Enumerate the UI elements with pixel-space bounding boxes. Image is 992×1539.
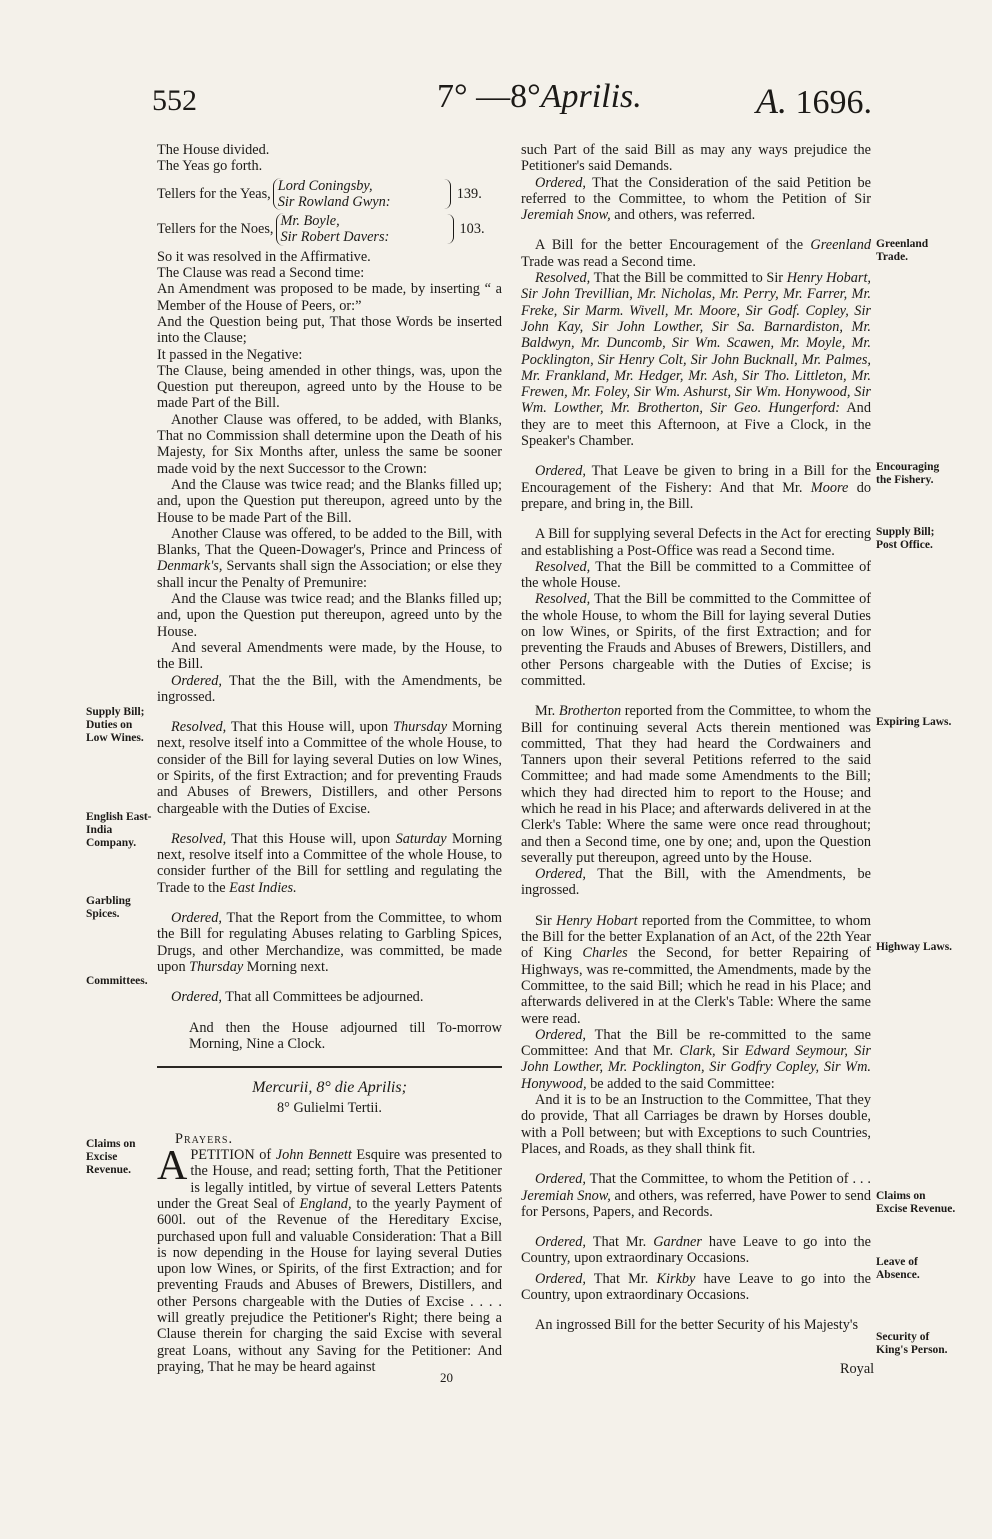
tellers-noes-label: Tellers for the Noes, — [157, 221, 274, 238]
text-run: Gardner — [653, 1234, 702, 1251]
text-run: to the yearly Payment of 600l. out of the Revenue of the Hereditary Excise, purchased upon full and valuable Consideration: That a Bill is now depending in the House for laying several Duties upon low Wines, or Spirits, of the first Extraction; and for preventing Frauds and Abuses of Brewers, Distillers, and other Persons chargeable with the Duties of Excise . . . . will greatly prejudice the Petitioner's Right; there being a Clause therein for charging the said Excise with several great Loans, without any Saving for the Petitioner: And praying, That he may be heard against — [157, 1195, 502, 1375]
reign-heading: 8° Gulielmi Tertii. — [277, 1100, 382, 1117]
left-para: The Yeas go forth. — [157, 158, 263, 175]
section-divider — [157, 1066, 502, 1068]
text-run: the Second, for better Repairing of Highways, was re-committed, the Amendments, made by the Committee, to the said Bill; which he read in his Place; and afterwards delivered in at the Clerk's Table: Where the same were read. — [521, 945, 872, 1027]
yeas-count: 139. — [456, 185, 482, 202]
header-date-prefix: 7° —8° — [437, 78, 541, 115]
text-run: Ordered, — [535, 174, 586, 191]
text-run: Ordered, — [535, 1026, 586, 1043]
teller-name: Sir Rowland Gwyn: — [277, 193, 391, 210]
right-para — [521, 703, 871, 866]
teller-name: Lord Coningsby, — [277, 177, 373, 194]
page-header — [152, 78, 872, 128]
text-run: have Leave to go into the Country, upon extraordinary Occasions. — [521, 1270, 871, 1303]
left-para: And several Amendments were made, by the House, to the Bill. — [157, 639, 502, 673]
teller-name: Sir Robert Davers: — [280, 229, 390, 246]
text-run: Jeremiah Snow, — [521, 207, 611, 224]
text-run: and others, was referred, have Power to send for Persons, Papers, and Records. — [521, 1187, 872, 1220]
text-run: be added to the said Committee: — [586, 1075, 775, 1092]
brace — [444, 179, 451, 209]
header-date-word: Aprilis. — [540, 78, 642, 115]
text-run: Mercurii, 8° die Aprilis; — [252, 1079, 407, 1097]
text-run: have Leave to go into the Country, upon extraordinary Occasions. — [521, 1234, 871, 1267]
header-date — [437, 78, 642, 116]
text-run: Sir — [535, 912, 557, 929]
text-run: Brotherton — [558, 703, 622, 720]
petition-para — [157, 1143, 503, 1375]
right-para — [521, 1234, 871, 1267]
margin-note: Greenland Trade. — [876, 238, 929, 263]
text-run: PETITION of — [190, 1147, 276, 1164]
text-run: Morning next. — [243, 958, 329, 975]
right-para — [521, 866, 871, 899]
text-run: That all Committees be adjourned. — [221, 989, 424, 1006]
margin-note: Supply Bill; Post Office. — [876, 526, 935, 551]
text-run: Ordered, — [535, 1171, 586, 1188]
text-run: Resolved, — [535, 270, 591, 287]
text-run: That the Bill be committed to a Committee of the whole House. — [521, 558, 871, 592]
right-para: An ingrossed Bill for the better Security of his Majesty's — [535, 1317, 859, 1334]
text-run: A Bill for the better Encouragement of the — [535, 237, 811, 254]
right-para — [521, 591, 871, 689]
text-run: That the the Bill, with the Amendments, be ingrossed. — [157, 672, 502, 705]
left-para: And then the House adjourned till To-morrow Morning, Nine a Clock. — [189, 1019, 502, 1052]
text-run: That Mr. — [585, 1234, 654, 1251]
text-run: That the Bill, with the Amendments, be ingrossed. — [521, 866, 871, 899]
right-para — [521, 175, 871, 224]
text-run: Resolved, — [171, 830, 227, 847]
right-para: A Bill for supplying several Defects in the Act for erecting and establishing a Post-Office was read a Second time. — [521, 526, 871, 559]
text-run: Edward Seymour, Sir John Lowther, Mr. Pocklington, Sir Godfry Copley, Sir Wm. Honywood, — [521, 1043, 871, 1092]
text-run: Henry Hobart — [556, 912, 638, 929]
right-para — [521, 270, 871, 449]
margin-note: Garbling Spices. — [86, 895, 131, 920]
text-run: That the Report from the Committee, to whom the Bill for regulating Abuses relating to Garbling Spices, Drugs, and other Merchandize, was committed, be made upon — [157, 910, 502, 975]
margin-note: Claims on Excise Revenue. — [86, 1138, 136, 1176]
tellers-yeas-names — [273, 178, 438, 211]
text-run: Thursday — [189, 958, 244, 975]
margin-note: Encouraging the Fishery. — [876, 461, 940, 486]
text-run: Resolved, — [535, 558, 591, 575]
left-para — [157, 831, 502, 896]
tellers-yeas-label: Tellers for the Yeas, — [157, 185, 271, 202]
text-run: Saturday — [395, 830, 447, 847]
margin-note: Claims on Excise Revenue. — [876, 1190, 956, 1215]
text-run: Esquire was presented to the House, and read; setting forth, That the Petitioner is legally intitled, by virtue of several Letters Patents under the Great Seal of — [157, 1147, 503, 1212]
text-run: Sir — [715, 1043, 745, 1060]
left-para: And the Clause was twice read; and the Blanks filled up; and, upon the Question put thereupon, agreed unto by the House. — [157, 591, 502, 640]
text-run: Ordered, — [171, 989, 222, 1006]
text-run: That this House will, upon — [226, 719, 394, 736]
text-run: Clark, — [679, 1043, 716, 1060]
drop-cap: A — [157, 1143, 188, 1190]
text-run: Morning next, resolve itself into a Committee of the whole House, to consider of the Bill for laying several Duties on low Wines, or Spirits, of the first Extraction; and for preventing Frauds and Abuses of Brewers, Distillers, and other Persons chargeable with the Duties of Excise. — [157, 719, 503, 817]
text-run: Greenland — [810, 237, 871, 254]
right-para — [521, 913, 871, 1027]
page-number: 552 — [152, 84, 197, 117]
text-run: Ordered, — [535, 1234, 586, 1251]
text-run: Henry Hobart, Sir John Trevillian, Mr. Nicholas, Mr. Perry, Mr. Farrer, Mr. Freke, Sir Marm. Wivell, Mr. Moore, Sir Godf. Copley, Sir John Kay, Sir John Lowther, Sir Sa. Barnardiston, Mr. Baldwyn, Mr. Duncomb, Sir Wm. Scawen, Mr. Moyle, Mr. Pocklington, Sir Henry Colt, Sir John Bucknall, Mr. Palmes, Mr. Frankland, Mr. Hedger, Mr. Ash, Sir Tho. Littleton, Mr. Frewen, Mr. Foley, Sir Wm. Ashurst, Sir Wm. Honywood, Sir Wm. Lowther, Mr. Brotherton, Sir Geo. Hungerford: — [521, 270, 871, 417]
text-run: Mr. — [535, 703, 559, 720]
header-year-number: 1696. — [795, 84, 872, 121]
header-year — [756, 80, 872, 122]
day-heading — [157, 1080, 502, 1096]
text-run: That the Bill be committed to the Committee of the whole House, to whom the Bill for laying several Duties on low Wines, or Spirits, of the first Extraction; and for preventing the Frauds and Abuses of Brewers, Distillers, and other Persons chargeable with the Duties of Excise; is committed. — [521, 591, 871, 689]
right-column — [521, 142, 871, 1334]
text-run: And they are to meet this Afternoon, at Five a Clock, in the Speaker's Chamber. — [521, 400, 871, 450]
text-run: , Servants shall sign the Association; or else they shall incur the Penalty of Premunire: — [157, 558, 502, 591]
right-para — [521, 1027, 871, 1092]
text-run: That this House will, upon — [226, 830, 396, 847]
noes-count: 103. — [459, 221, 485, 238]
teller-name: Mr. Boyle, — [280, 213, 340, 230]
prayers-heading: Prayers. — [175, 1130, 234, 1147]
text-run: Denmark's — [157, 558, 219, 575]
right-para: such Part of the said Bill as may any ways prejudice the Petitioner's said Demands. — [521, 142, 871, 175]
margin-note: Supply Bill; Duties on Low Wines. — [86, 706, 145, 744]
text-run: That the Bill be committed to Sir — [590, 270, 787, 287]
left-para — [157, 673, 502, 706]
text-run: Resolved, — [171, 719, 227, 736]
text-run: That Leave be given to bring in a Bill for the Encouragement of the Fishery: And that Mr. — [521, 463, 871, 496]
text-run: Ordered, — [535, 1270, 586, 1287]
left-para: The House divided. — [157, 142, 270, 158]
tellers-yeas — [157, 178, 502, 211]
margin-note: Leave of Absence. — [876, 1256, 920, 1281]
margin-note: Expiring Laws. — [876, 716, 952, 728]
tellers-noes — [157, 213, 502, 246]
right-para — [521, 237, 871, 270]
left-para: Another Clause was offered, to be added, with Blanks, That no Commission shall determine upon the Death of his Majesty, for Six Months after, unless the same be sooner made void by the next Successor to the Crown: — [157, 411, 502, 477]
text-run: Morning next, resolve itself into a Committee of the whole House, to consider further of the Bill for settling and regulating the Trade to the — [157, 830, 502, 896]
text-run: Thursday — [393, 719, 448, 736]
text-run: do prepare, and bring in, the Bill. — [521, 479, 871, 512]
left-para: And the Clause was twice read; and the Blanks filled up; and, upon the Question put thereupon, agreed unto by the House to be made Part of the Bill. — [157, 476, 502, 526]
text-run: and others, was referred. — [610, 207, 756, 224]
right-para — [521, 463, 871, 512]
text-run: Jeremiah Snow, — [521, 1187, 611, 1204]
left-para — [157, 719, 502, 817]
signature-mark: 20 — [440, 1370, 453, 1385]
text-run: Trade was read a Second time. — [521, 253, 696, 270]
catchword: Royal — [840, 1361, 875, 1377]
left-para — [157, 989, 502, 1005]
text-run: Ordered, — [171, 910, 222, 927]
left-para: It passed in the Negative: — [157, 346, 303, 363]
text-run: Resolved, — [535, 591, 591, 608]
left-para: And the Question being put, That those Words be inserted into the Clause; — [157, 313, 502, 347]
text-run: East Indies. — [229, 879, 297, 896]
text-run: Kirkby — [656, 1270, 696, 1287]
text-run: That Mr. — [585, 1270, 657, 1287]
left-para: The Clause was read a Second time: — [157, 265, 365, 282]
left-para — [157, 526, 502, 591]
right-para: And it is to be an Instruction to the Committee, That they do provide, That all Carriages be drawn by Horses double, with a Poll between; but with Exceptions to such Countries, Places, and Roads, as they shall think fit. — [521, 1092, 871, 1157]
left-para — [157, 910, 502, 975]
text-run: That the Consideration of the said Petition be referred to the Committee, to whom the Petition of Sir — [521, 174, 871, 207]
text-run: That the Committee, to whom the Petition of . . . — [585, 1171, 871, 1188]
text-run: Ordered, — [171, 672, 222, 689]
margin-note: Highway Laws. — [876, 941, 953, 953]
text-run: John Bennett — [275, 1147, 352, 1164]
text-run: Moore — [810, 479, 849, 496]
right-para — [521, 1171, 871, 1220]
brace — [447, 214, 454, 244]
text-run: reported from the Committee, to whom the Bill for the better Explanation of an Act, of the 22th Year of King — [521, 912, 872, 962]
left-para: The Clause, being amended in other things, was, upon the Question put thereupon, agreed unto by the House to be made Part of the Bill. — [157, 362, 502, 412]
margin-note: English East-India Company. — [86, 811, 152, 849]
right-para — [521, 1271, 871, 1304]
tellers-noes-names — [276, 213, 441, 246]
margin-note: Committees. — [86, 975, 148, 987]
margin-note: Security of King's Person. — [876, 1331, 948, 1356]
left-column — [157, 142, 502, 1375]
text-run: England, — [299, 1195, 352, 1212]
text-run: That the Bill be re-committed to the same Committee: And that Mr. — [521, 1026, 871, 1060]
text-run: reported from the Committee, to whom the Bill for continuing several Acts therein mentioned was committed, That they had heard the Cordwainers and Tanners upon their several Petitions referred to the said Committee; and had made some Amendments to the Bill; which they had directed him to report to the House; and which he read in his Place; and afterwards delivered in at the Clerk's Table: Where the same were once read throughout; and then a Second time, one by one; and, upon the Question severally put thereupon, agreed unto by the House. — [521, 703, 871, 866]
text-run: Ordered, — [535, 463, 586, 480]
header-year-letter: A. — [756, 81, 787, 121]
right-para — [521, 559, 871, 592]
text-run: Charles — [582, 945, 628, 962]
text-run: Ordered, — [535, 866, 586, 883]
text-run: Another Clause was offered, to be added to the Bill, with Blanks, That the Queen-Dowager's, Prince and Princess of — [157, 525, 502, 559]
left-para: An Amendment was proposed to be made, by inserting “ a Member of the House of Peers, or:” — [157, 281, 502, 314]
left-para: So it was resolved in the Affirmative. — [157, 248, 371, 265]
